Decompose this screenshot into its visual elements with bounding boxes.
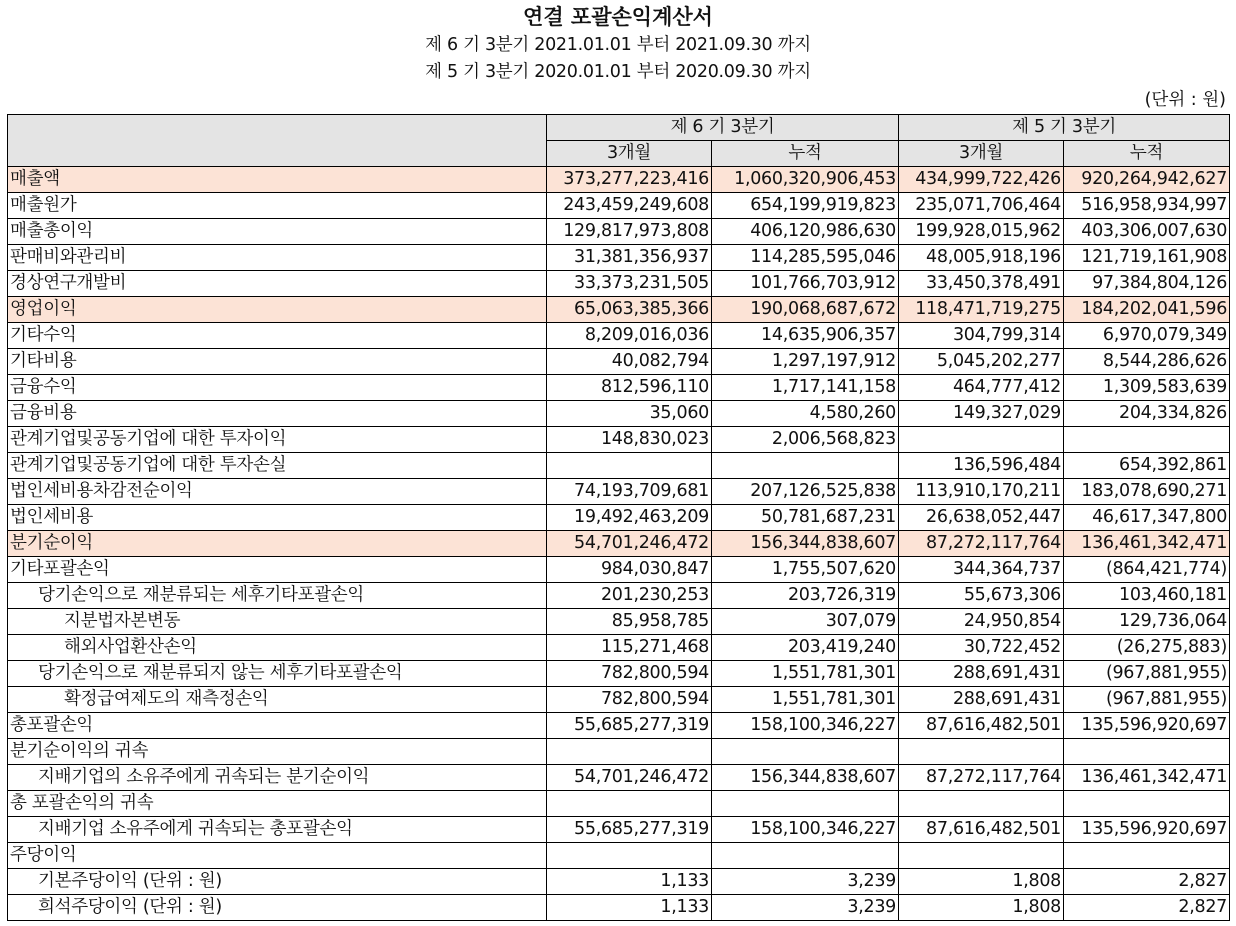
row-label: 매출총이익 [8,219,547,245]
row-label: 기타수익 [8,323,547,349]
table-row [8,167,1230,193]
row-value: 1,297,197,912 [712,349,899,375]
row-label: 분기순이익 [8,531,547,557]
row-value [712,843,899,869]
row-value: 5,045,202,277 [899,349,1064,375]
table-row [8,765,1230,791]
row-value: (967,881,955) [1064,687,1230,713]
header-prior-3month: 3개월 [899,141,1064,167]
row-value: 243,459,249,608 [547,193,712,219]
row-value: 235,071,706,464 [899,193,1064,219]
row-label: 지배기업의 소유주에게 귀속되는 분기순이익 [8,765,547,791]
row-value: 35,060 [547,401,712,427]
table-row [8,297,1230,323]
row-value: 2,827 [1064,869,1230,895]
row-value: 403,306,007,630 [1064,219,1230,245]
row-value: 782,800,594 [547,661,712,687]
row-value: 55,673,306 [899,583,1064,609]
row-value: 1,551,781,301 [712,661,899,687]
table-row [8,661,1230,687]
row-value [547,843,712,869]
row-value [1064,843,1230,869]
row-value: 31,381,356,937 [547,245,712,271]
row-value: 149,327,029 [899,401,1064,427]
row-label: 당기손익으로 재분류되는 세후기타포괄손익 [8,583,547,609]
row-value: 3,239 [712,895,899,921]
row-value: 46,617,347,800 [1064,505,1230,531]
header-row-periods [8,115,1230,141]
table-row [8,375,1230,401]
row-value: 156,344,838,607 [712,531,899,557]
row-value: 184,202,041,596 [1064,297,1230,323]
header-blank-cell [8,115,547,167]
statement-title: 연결 포괄손익계산서 [523,5,713,29]
row-label: 경상연구개발비 [8,271,547,297]
row-label: 해외사업환산손익 [8,635,547,661]
row-value: 14,635,906,357 [712,323,899,349]
table-row [8,635,1230,661]
row-value [712,453,899,479]
row-value: 87,272,117,764 [899,765,1064,791]
row-label: 분기순이익의 귀속 [8,739,547,765]
table-row [8,219,1230,245]
row-value: 201,230,253 [547,583,712,609]
table-row [8,791,1230,817]
row-value: 984,030,847 [547,557,712,583]
row-value: 373,277,223,416 [547,167,712,193]
row-value: 654,392,861 [1064,453,1230,479]
row-value: 2,006,568,823 [712,427,899,453]
row-value: 54,701,246,472 [547,531,712,557]
row-value [712,791,899,817]
row-value: 2,827 [1064,895,1230,921]
row-value [1064,791,1230,817]
row-value: 1,309,583,639 [1064,375,1230,401]
row-value: 199,928,015,962 [899,219,1064,245]
row-value: 135,596,920,697 [1064,817,1230,843]
row-value: 1,808 [899,869,1064,895]
row-value: 74,193,709,681 [547,479,712,505]
table-row [8,245,1230,271]
row-value: 136,461,342,471 [1064,531,1230,557]
row-value: (26,275,883) [1064,635,1230,661]
table-row [8,349,1230,375]
row-value: 464,777,412 [899,375,1064,401]
table-row [8,401,1230,427]
row-value: 121,719,161,908 [1064,245,1230,271]
row-value: 406,120,986,630 [712,219,899,245]
row-label: 금융수익 [8,375,547,401]
row-label: 주당이익 [8,843,547,869]
row-value: 118,471,719,275 [899,297,1064,323]
table-row [8,505,1230,531]
row-value: 85,958,785 [547,609,712,635]
row-value: 307,079 [712,609,899,635]
row-value: 1,717,141,158 [712,375,899,401]
row-value: 114,285,595,046 [712,245,899,271]
row-value: 158,100,346,227 [712,817,899,843]
row-label: 매출액 [8,167,547,193]
row-value: 135,596,920,697 [1064,713,1230,739]
row-value: 55,685,277,319 [547,817,712,843]
row-value: 87,616,482,501 [899,713,1064,739]
row-label: 총포괄손익 [8,713,547,739]
row-value [899,791,1064,817]
row-label: 영업이익 [8,297,547,323]
row-value: 158,100,346,227 [712,713,899,739]
row-value: 203,726,319 [712,583,899,609]
row-value: 190,068,687,672 [712,297,899,323]
row-label: 금융비용 [8,401,547,427]
row-value: 26,638,052,447 [899,505,1064,531]
header-current-period: 제 6 기 3분기 [547,115,899,141]
statement-body [8,167,1230,921]
row-value: 54,701,246,472 [547,765,712,791]
row-value: 148,830,023 [547,427,712,453]
row-value: 97,384,804,126 [1064,271,1230,297]
row-value: 434,999,722,426 [899,167,1064,193]
row-value: 1,755,507,620 [712,557,899,583]
row-value: 129,817,973,808 [547,219,712,245]
row-value: 1,133 [547,869,712,895]
table-row [8,323,1230,349]
row-label: 지배기업 소유주에게 귀속되는 총포괄손익 [8,817,547,843]
table-row [8,479,1230,505]
row-value: 344,364,737 [899,557,1064,583]
row-value: 40,082,794 [547,349,712,375]
header-prior-cumulative: 누적 [1064,141,1230,167]
row-value: 782,800,594 [547,687,712,713]
row-value: 101,766,703,912 [712,271,899,297]
row-value: 6,970,079,349 [1064,323,1230,349]
row-value: 203,419,240 [712,635,899,661]
row-value: 50,781,687,231 [712,505,899,531]
row-value: 65,063,385,366 [547,297,712,323]
table-row [8,739,1230,765]
row-value: 920,264,942,627 [1064,167,1230,193]
row-value: 204,334,826 [1064,401,1230,427]
table-row [8,583,1230,609]
row-label: 기본주당이익 (단위 : 원) [8,869,547,895]
row-label: 희석주당이익 (단위 : 원) [8,895,547,921]
row-value: 115,271,468 [547,635,712,661]
row-value: 55,685,277,319 [547,713,712,739]
row-value: (967,881,955) [1064,661,1230,687]
row-value: 48,005,918,196 [899,245,1064,271]
table-row [8,453,1230,479]
row-label: 관계기업및공동기업에 대한 투자이익 [8,427,547,453]
row-value: 136,461,342,471 [1064,765,1230,791]
row-value: 207,126,525,838 [712,479,899,505]
header-current-3month: 3개월 [547,141,712,167]
table-row [8,193,1230,219]
row-label: 확정급여제도의 재측정손익 [8,687,547,713]
table-row [8,843,1230,869]
row-value: 103,460,181 [1064,583,1230,609]
table-row [8,817,1230,843]
table-row [8,557,1230,583]
row-value: 8,544,286,626 [1064,349,1230,375]
row-value [547,739,712,765]
row-value: 113,910,170,211 [899,479,1064,505]
row-value: 24,950,854 [899,609,1064,635]
row-label: 법인세비용 [8,505,547,531]
row-value: 1,551,781,301 [712,687,899,713]
table-row [8,427,1230,453]
row-label: 총 포괄손익의 귀속 [8,791,547,817]
table-row [8,609,1230,635]
row-label: 관계기업및공동기업에 대한 투자손실 [8,453,547,479]
income-statement-table [7,114,1230,921]
table-row [8,895,1230,921]
row-value: 156,344,838,607 [712,765,899,791]
row-value: 1,060,320,906,453 [712,167,899,193]
unit-note: (단위 : 원) [1144,90,1226,110]
row-label: 매출원가 [8,193,547,219]
row-value: 4,580,260 [712,401,899,427]
row-label: 판매비와관리비 [8,245,547,271]
row-label: 기타비용 [8,349,547,375]
row-label: 기타포괄손익 [8,557,547,583]
row-value: 19,492,463,209 [547,505,712,531]
row-value [899,739,1064,765]
row-label: 당기손익으로 재분류되지 않는 세후기타포괄손익 [8,661,547,687]
row-value: 30,722,452 [899,635,1064,661]
header-prior-period: 제 5 기 3분기 [899,115,1230,141]
row-value [899,843,1064,869]
table-row [8,869,1230,895]
prior-period: 제 5 기 3분기 2020.01.01 부터 2020.09.30 까지 [425,62,811,82]
row-value: 8,209,016,036 [547,323,712,349]
row-value: 87,616,482,501 [899,817,1064,843]
row-value [899,427,1064,453]
row-value [547,453,712,479]
table-row [8,271,1230,297]
row-value [547,791,712,817]
row-value: 1,133 [547,895,712,921]
row-value: 812,596,110 [547,375,712,401]
row-value [712,739,899,765]
current-period: 제 6 기 3분기 2021.01.01 부터 2021.09.30 까지 [425,35,811,55]
row-value [1064,739,1230,765]
row-value: 3,239 [712,869,899,895]
row-label: 지분법자본변동 [8,609,547,635]
row-value: 1,808 [899,895,1064,921]
row-value: (864,421,774) [1064,557,1230,583]
row-value: 288,691,431 [899,661,1064,687]
row-value: 304,799,314 [899,323,1064,349]
row-value: 129,736,064 [1064,609,1230,635]
row-value: 288,691,431 [899,687,1064,713]
row-value: 516,958,934,997 [1064,193,1230,219]
row-value: 87,272,117,764 [899,531,1064,557]
header-current-cumulative: 누적 [712,141,899,167]
row-value: 136,596,484 [899,453,1064,479]
table-row [8,687,1230,713]
table-row [8,713,1230,739]
row-value: 654,199,919,823 [712,193,899,219]
row-label: 법인세비용차감전순이익 [8,479,547,505]
table-row [8,531,1230,557]
row-value: 33,450,378,491 [899,271,1064,297]
row-value [1064,427,1230,453]
row-value: 183,078,690,271 [1064,479,1230,505]
row-value: 33,373,231,505 [547,271,712,297]
